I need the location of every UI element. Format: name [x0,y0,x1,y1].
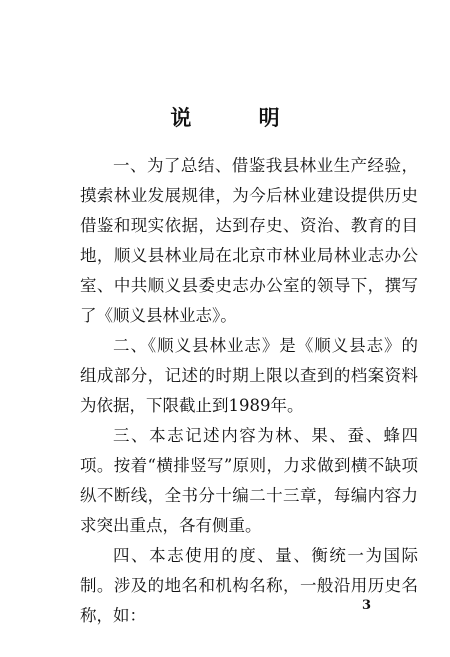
paragraph-2: 二、《顺义县林业志》是《顺义县志》的组成部分，记述的时期上限以查到的档案资料为依据，下限截止到1989年。 [80,336,418,415]
paragraph-3: 三、本志记述内容为林、果、蚕、蜂四项。按着“横排竖写”原则，力求做到横不缺项纵不断线，全书分十编二十三章，每编内容力求突出重点，各有侧重。 [80,426,418,535]
page-title: 说 明 [170,106,310,130]
page-number: 3 [362,598,372,613]
paragraph-4: 四、本志使用的度、量、衡统一为国际制。涉及的地名和机构名称，一般沿用历史名称，如： [80,546,418,625]
document-body [80,151,418,631]
paragraph-1: 一、为了总结、借鉴我县林业生产经验，摸索林业发展规律，为今后林业建设提供历史借鉴和现实依据，达到存史、资治、教育的目地，顺义县林业局在北京市林业局林业志办公室、中共顺义县委史志办公室的领导下，撰写了《顺义县林业志》。 [80,156,418,325]
